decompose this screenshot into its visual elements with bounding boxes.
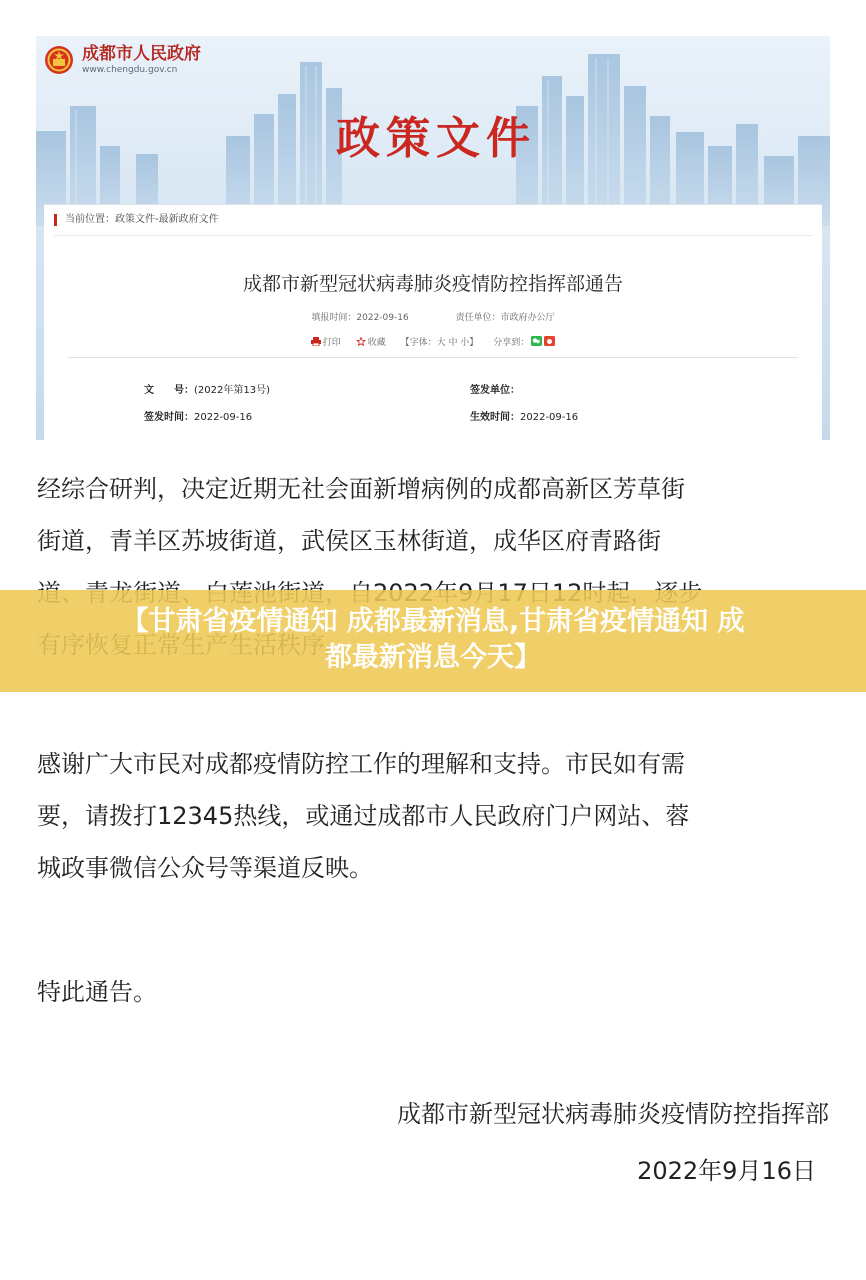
share-area <box>493 338 555 348</box>
printer-icon <box>311 337 321 346</box>
document-tools <box>44 335 822 348</box>
print-label: 打印 <box>322 338 341 348</box>
issuer-field <box>470 381 520 396</box>
issue-time-label: 签发时间： <box>144 412 194 423</box>
responsible-department: 责任单位：市政府办公厅 <box>455 313 555 323</box>
star-icon <box>356 337 366 346</box>
signature: 成都市新型冠状病毒肺炎疫情防控指挥部 <box>397 1100 829 1128</box>
closing-line: 特此通告。 <box>37 978 157 1006</box>
paragraph-line: 街道，青羊区苏坡街道，武侯区玉林街道，成华区府青路街 <box>37 527 661 555</box>
fill-time: 填报时间：2022-09-16 <box>311 313 409 323</box>
headline-overlay <box>0 590 866 692</box>
wechat-icon[interactable] <box>531 336 542 346</box>
print-button[interactable] <box>311 338 344 348</box>
favorite-label: 收藏 <box>367 338 386 348</box>
effective-time-field <box>470 408 578 423</box>
signature-date: 2022年9月16日 <box>637 1157 816 1185</box>
breadcrumb: 当前位置：政策文件-最新政府文件 <box>54 214 219 226</box>
effective-time: 2022-09-16 <box>520 412 579 423</box>
issuer-label: 签发单位： <box>470 385 520 396</box>
site-logo[interactable] <box>44 44 201 75</box>
document-card <box>44 204 822 440</box>
site-url: www.chengdu.gov.cn <box>82 65 178 75</box>
issue-time: 2022-09-16 <box>194 412 253 423</box>
weibo-icon[interactable] <box>544 336 555 346</box>
paragraph-line: 城政事微信公众号等渠道反映。 <box>37 854 373 882</box>
favorite-button[interactable] <box>356 338 389 348</box>
banner-title: 政策文件 <box>336 113 536 164</box>
headline-line-1: 【甘肃省疫情通知 成都最新消息,甘肃省疫情通知 成 <box>121 606 745 637</box>
breadcrumb-divider <box>54 235 812 236</box>
doc-number: (2022年第13号) <box>194 385 270 396</box>
paragraph-thanks <box>37 738 837 894</box>
header-screenshot <box>36 36 830 440</box>
effective-time-label: 生效时间： <box>470 412 520 423</box>
issue-time-field <box>144 408 252 423</box>
headline-line-2: 都最新消息今天】 <box>325 642 541 673</box>
doc-number-label: 文 号： <box>144 385 194 396</box>
paragraph-line: 感谢广大市民对成都疫情防控工作的理解和支持。市民如有需 <box>37 750 685 778</box>
paragraph-line: 经综合研判，决定近期无社会面新增病例的成都高新区芳草街 <box>37 475 685 503</box>
headline-text <box>0 604 866 676</box>
national-emblem-icon <box>44 45 74 75</box>
font-size-selector[interactable]: 【字体：大 中 小】 <box>400 338 479 348</box>
card-divider <box>68 357 798 358</box>
share-label: 分享到： <box>493 338 530 348</box>
paragraph-closing <box>37 966 837 1018</box>
doc-number-field <box>144 381 270 396</box>
paragraph-line: 要，请拨打12345热线，或通过成都市人民政府门户网站、蓉 <box>37 802 690 830</box>
document-meta <box>44 310 822 323</box>
site-name: 成都市人民政府 <box>82 44 201 64</box>
document-title: 成都市新型冠状病毒肺炎疫情防控指挥部通告 <box>242 273 623 295</box>
